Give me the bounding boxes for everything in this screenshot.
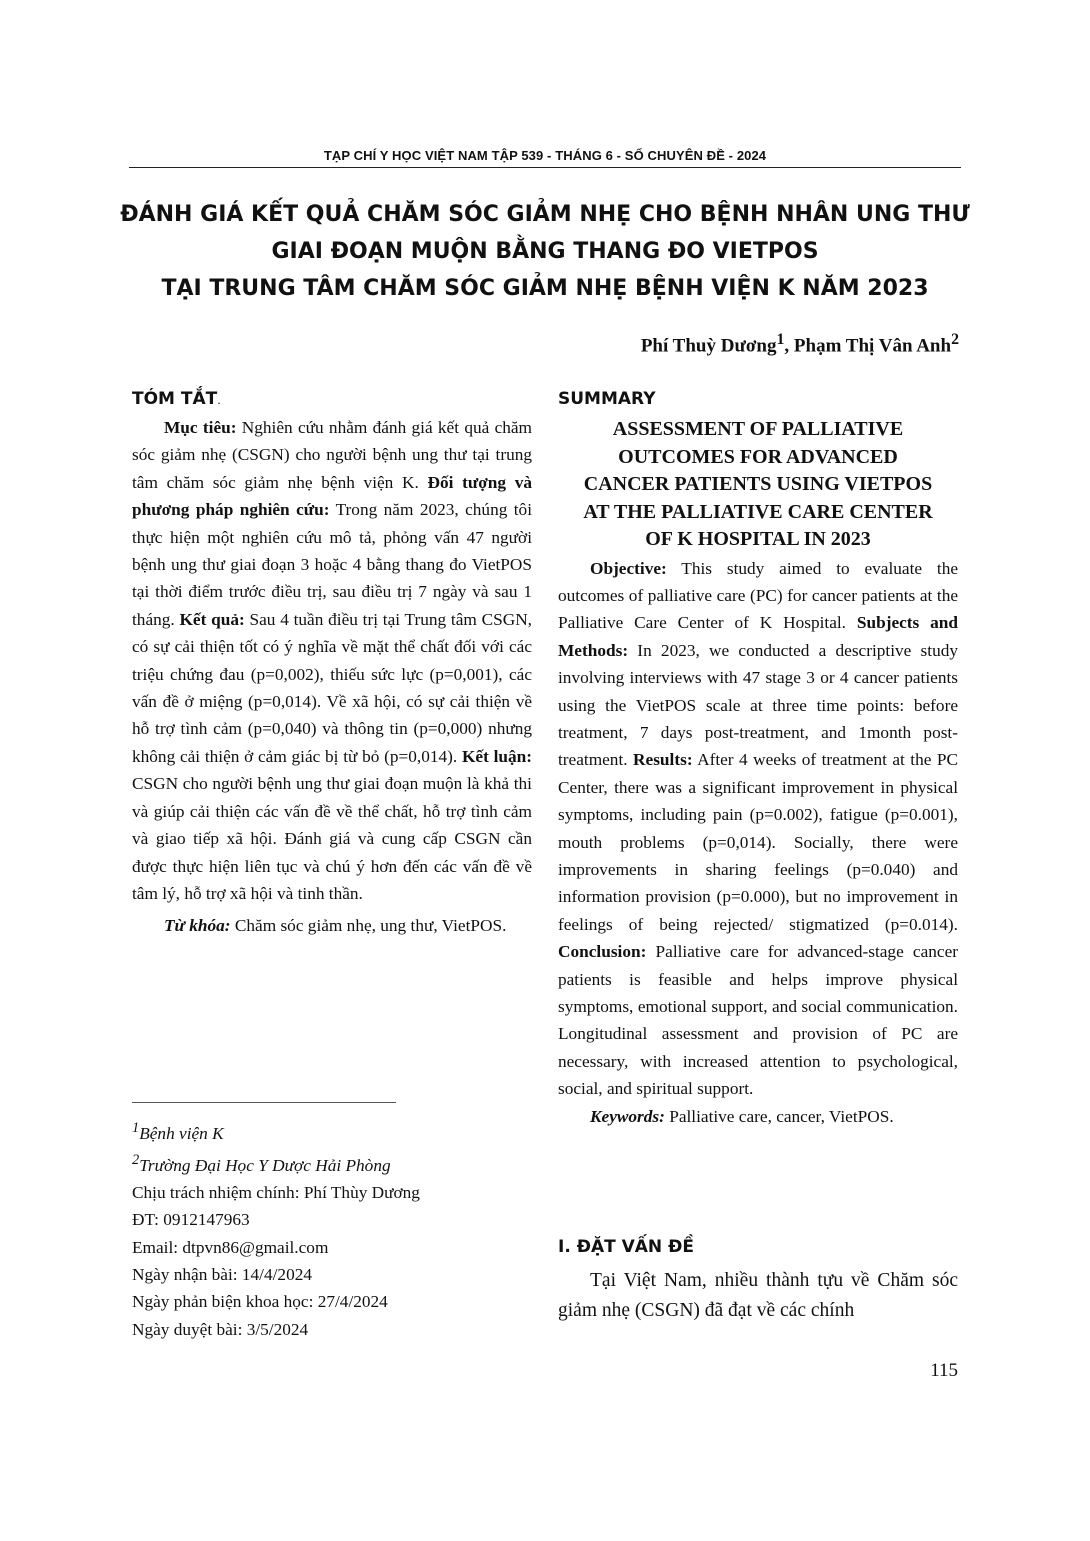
- methods-text-vi: Trong năm 2023, chúng tôi thực hiện một nghiên cứu mô tả, phỏng vấn 47 người bệnh ung thư giai đoạn 3 hoặc 4 bằng thang đo VietPOS tại thời điểm trước điều trị, sau điều trị 7 ngày và sau 1 tháng.: [132, 500, 533, 629]
- phone: ĐT: 0912147963: [132, 1210, 250, 1230]
- author-list: [641, 331, 959, 357]
- title-line-1: ĐÁNH GIÁ KẾT QUẢ CHĂM SÓC GIẢM NHẸ CHO BỆNH NHÂN UNG THƯ: [120, 202, 970, 227]
- date-accepted: Ngày duyệt bài: 3/5/2024: [132, 1319, 309, 1339]
- author-1: Phí Thuỳ Dương: [640, 335, 777, 357]
- section-heading-introduction: I. ĐẶT VẤN ĐỀ: [558, 1237, 694, 1257]
- results-label-en: Results:: [633, 750, 693, 770]
- abstract-heading-vi: [132, 384, 532, 414]
- methods-text-en: In 2023, we conducted a descriptive study involving interviews with 47 stage 3 or 4 cancer patients using the VietPOS scale at three time points: before treatment, 7 days post-treatment, and 1month post-treatment.: [558, 640, 958, 770]
- keywords-vi: [132, 912, 532, 939]
- journal-running-header: TẠP CHÍ Y HỌC VIỆT NAM TẬP 539 - THÁNG 6 - SỐ CHUYÊN ĐỀ - 2024: [323, 148, 767, 163]
- heading-mark: .: [217, 394, 221, 407]
- keywords-en: [558, 1103, 958, 1130]
- author-1-affiliation: 1: [776, 331, 785, 348]
- date-reviewed: Ngày phản biện khoa học: 27/4/2024: [132, 1292, 388, 1312]
- title-line-3: TẠI TRUNG TÂM CHĂM SÓC GIẢM NHẸ BỆNH VIỆN K NĂM 2023: [161, 276, 929, 301]
- summary-heading: SUMMARY: [558, 389, 656, 409]
- english-title: [558, 416, 958, 554]
- footnote-rule: [132, 1102, 396, 1103]
- affiliation-2-text: Trường Đại Học Y Dược Hải Phòng: [139, 1155, 391, 1175]
- english-title-line-2: OUTCOMES FOR ADVANCED: [618, 445, 898, 468]
- results-text-vi: Sau 4 tuần điều trị tại Trung tâm CSGN, có sự cải thiện tốt có ý nghĩa về mặt thể chất đối với các triệu chứng đau (p=0,002), thiếu sức lực (p=0,001), các vấn đề ở miệng (p=0,014). Về xã hội, có sự cải thiện về hỗ trợ tình cảm (p=0,040) và thông tin (p=0,000) nhưng không cải thiện ở cảm giác bị từ bỏ (p=0,014).: [132, 609, 532, 766]
- objective-label-en: Objective:: [590, 558, 667, 578]
- author-2-affiliation: 2: [951, 331, 959, 348]
- title-line-2: GIAI ĐOẠN MUỘN BẰNG THANG ĐO VIETPOS: [271, 239, 819, 264]
- article-title: [100, 196, 990, 307]
- objective-text-vi: Nghiên cứu nhằm đánh giá kết quả chăm sóc giảm nhẹ (CSGN) cho người bệnh ung thư tại trung tâm chăm sóc giảm nhẹ bệnh viện K.: [132, 418, 532, 492]
- conclusion-label-vi: Kết luận:: [461, 746, 533, 766]
- english-title-line-3: CANCER PATIENTS USING VIETPOS: [583, 473, 933, 495]
- page-number: 115: [930, 1360, 958, 1381]
- conclusion-text-vi: CSGN cho người bệnh ung thư giai đoạn muộn là khả thi và giúp cải thiện các vấn đề về thể chất, hỗ trợ tình cảm và giao tiếp xã hội. Đánh giá và cung cấp CSGN cần được thực hiện liên tục và chú ý hơn đến các vấn đề về tâm lý, hỗ trợ xã hội và tinh thần.: [132, 774, 532, 903]
- results-text-en: After 4 weeks of treatment at the PC Center, there was a significant improvement in physical symptoms, including pain (p=0.002), fatigue (p=0.001), mouth problems (p=0,014). Socially, there were improvements in sharing feelings (p=0.040) and information provision (p=0.000), but no improvement in feelings of being rejected/ stigmatized (p=0.014).: [558, 750, 958, 934]
- email: Email: dtpvn86@gmail.com: [132, 1237, 329, 1257]
- conclusion-text-en: Palliative care for advanced-stage cancer patients is feasible and helps improve physical symptoms, emotional support, and social communication. Longitudinal assessment and provision of PC are necessary, with increased attention to psychological, social, and spiritual support.: [558, 942, 958, 1099]
- introduction-text: Tại Việt Nam, nhiều thành tựu về Chăm sóc giảm nhẹ (CSGN) đã đạt về các chính: [558, 1270, 958, 1321]
- objective-text-en: This study aimed to evaluate the outcomes of palliative care (PC) for cancer patients at the Palliative Care Center of K Hospital.: [558, 558, 958, 633]
- author-separator: ,: [784, 335, 794, 357]
- english-summary: [558, 384, 958, 1130]
- footnotes: [132, 1115, 532, 1343]
- affiliation-1-text: Bệnh viện K: [139, 1123, 224, 1143]
- objective-label-vi: Mục tiêu:: [164, 418, 237, 437]
- methods-label-vi: Đối tượng và phương pháp nghiên cứu:: [132, 472, 532, 520]
- vietnamese-abstract: [132, 384, 532, 940]
- english-title-line-1: ASSESSMENT OF PALLIATIVE: [612, 418, 904, 440]
- author-2: Phạm Thị Vân Anh: [793, 335, 952, 357]
- affiliation-2-mark: 2: [132, 1152, 140, 1169]
- keywords-text-en: Palliative care, cancer, VietPOS.: [664, 1106, 894, 1126]
- keywords-label-vi: Từ khóa:: [164, 916, 231, 936]
- affiliation-1-mark: 1: [132, 1120, 140, 1136]
- corresponding-author: Chịu trách nhiệm chính: Phí Thùy Dương: [132, 1183, 420, 1203]
- summary-body: [558, 555, 958, 1103]
- affiliation-1: [132, 1115, 532, 1147]
- english-title-line-5: OF K HOSPITAL IN 2023: [645, 528, 871, 550]
- keywords-text-vi: Chăm sóc giảm nhẹ, ung thư, VietPOS.: [230, 916, 507, 936]
- conclusion-label-en: Conclusion:: [558, 942, 647, 962]
- affiliation-2: [132, 1147, 532, 1179]
- date-received: Ngày nhận bài: 14/4/2024: [132, 1265, 312, 1285]
- abstract-heading-vi-text: TÓM TẮT: [132, 389, 218, 409]
- results-label-vi: Kết quả:: [179, 609, 245, 629]
- english-title-line-4: AT THE PALLIATIVE CARE CENTER: [583, 500, 933, 523]
- abstract-body-vi: [132, 414, 532, 907]
- keywords-label-en: Keywords:: [590, 1106, 665, 1126]
- methods-label-en: Subjects and Methods:: [558, 613, 959, 660]
- header-rule: [129, 167, 961, 168]
